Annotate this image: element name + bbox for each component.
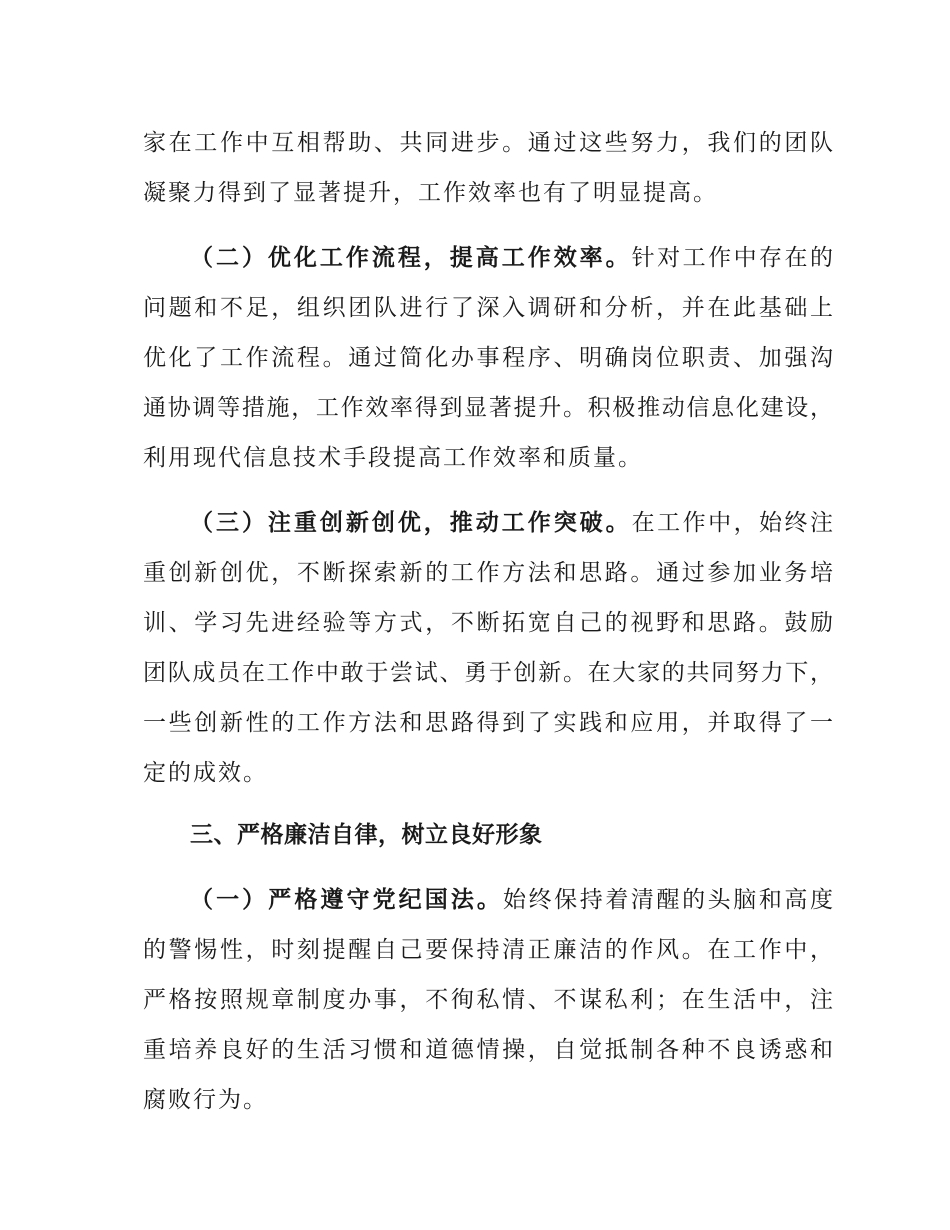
section-heading: 三、严格廉洁自律，树立良好形象 <box>190 821 543 848</box>
paragraph-heading: （一）严格遵守党纪国法。 <box>190 886 503 913</box>
paragraph-heading: （二）优化工作流程，提高工作效率。 <box>190 244 632 271</box>
paragraph-line: 训、学习先进经验等方式，不断拓宽自己的视野和思路。鼓励 <box>143 610 833 636</box>
paragraph-text: 始终保持着清醒的头脑和高度 <box>503 887 834 913</box>
paragraph-heading: （三）注重创新创优，推动工作突破。 <box>190 509 632 536</box>
paragraph-line: 重培养良好的生活习惯和道德情操，自觉抵制各种不良诱惑和 <box>143 1037 833 1063</box>
paragraph-line: 定的成效。 <box>143 760 268 786</box>
paragraph-line: 团队成员在工作中敢于尝试、勇于创新。在大家的共同努力下， <box>143 660 833 686</box>
paragraph-line: 通协调等措施，工作效率得到显著提升。积极推动信息化建设， <box>143 395 833 421</box>
paragraph-line: 凝聚力得到了显著提升，工作效率也有了明显提高。 <box>143 180 718 206</box>
paragraph-line: 腐败行为。 <box>143 1087 268 1113</box>
paragraph-text: 在工作中，始终注 <box>631 510 834 536</box>
paragraph-first-line <box>190 508 833 538</box>
paragraph-line: 利用现代信息技术手段提高工作效率和质量。 <box>143 445 643 471</box>
paragraph-line: 的警惕性，时刻提醒自己要保持清正廉洁的作风。在工作中， <box>143 937 833 963</box>
paragraph-line: 重创新创优，不断探索新的工作方法和思路。通过参加业务培 <box>143 560 833 586</box>
paragraph-text: 针对工作中存在的 <box>631 245 834 271</box>
paragraph-line: 严格按照规章制度办事，不徇私情、不谋私利；在生活中，注 <box>143 987 833 1013</box>
paragraph-first-line <box>190 243 833 273</box>
paragraph-line: 问题和不足，组织团队进行了深入调研和分析，并在此基础上 <box>143 295 833 321</box>
paragraph-first-line <box>190 885 833 915</box>
paragraph-line: 家在工作中互相帮助、共同进步。通过这些努力，我们的团队 <box>143 130 833 156</box>
paragraph-line: 优化了工作流程。通过简化办事程序、明确岗位职责、加强沟 <box>143 345 833 371</box>
paragraph-line: 一些创新性的工作方法和思路得到了实践和应用，并取得了一 <box>143 710 833 736</box>
